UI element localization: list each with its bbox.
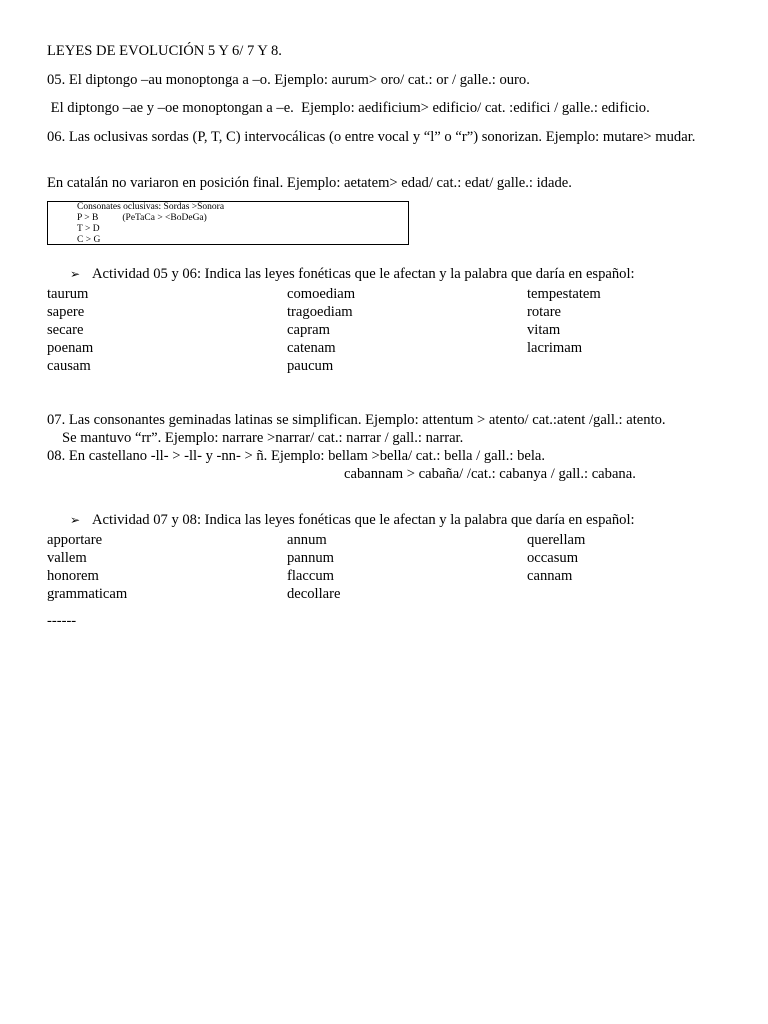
word-row: [47, 357, 727, 375]
law-08-ll-nn: 08. En castellano -ll- > -ll- y -nn- > ñ. Ejemplo: bellam >bella/ cat.: bella / gall.: bela.: [47, 448, 546, 464]
box-row-pb: [77, 213, 408, 224]
word-cell: annum: [287, 532, 327, 548]
separator: ------: [47, 613, 77, 629]
word-cell: paucum: [287, 358, 334, 374]
document-title: LEYES DE EVOLUCIÓN 5 Y 6/ 7 Y 8.: [47, 43, 282, 59]
word-cell: pannum: [287, 550, 335, 566]
law-07-geminadas: 07. Las consonantes geminadas latinas se simplifican. Ejemplo: attentum > atento/ cat.:atent /gall.: atento.: [47, 412, 666, 428]
arrow-bullet-icon: ➢: [70, 513, 81, 527]
activity-05-06-text: Actividad 05 y 06: Indica las leyes fonéticas que le afectan y la palabra que daría en español:: [92, 266, 635, 282]
word-cell: comoediam: [287, 286, 356, 302]
word-cell: [527, 357, 727, 375]
word-cell: capram: [287, 322, 330, 338]
activity-07-08-instruction: [70, 512, 635, 529]
word-cell: vallem: [47, 550, 87, 566]
word-row: [47, 531, 727, 549]
law-06-oclusivas: 06. Las oclusivas sordas (P, T, C) intervocálicas (o entre vocal y “l” o “r”) sonorizan. Ejemplo: mutare> mudar.: [47, 129, 696, 145]
word-row: [47, 585, 727, 603]
word-cell: occasum: [527, 550, 579, 566]
word-cell: apportare: [47, 532, 103, 548]
word-cell: taurum: [47, 286, 89, 302]
word-row: [47, 339, 727, 357]
word-cell: vitam: [527, 322, 561, 338]
word-cell: secare: [47, 322, 84, 338]
law-05-au: 05. El diptongo –au monoptonga a –o. Ejemplo: aurum> oro/ cat.: or / galle.: ouro.: [47, 72, 530, 88]
word-cell: flaccum: [287, 568, 334, 584]
oclusivas-box: [47, 201, 409, 245]
activity-07-08-text: Actividad 07 y 08: Indica las leyes fonéticas que le afectan y la palabra que daría en español:: [92, 512, 635, 528]
law-08-example: cabannam > cabaña/ /cat.: cabanya / gall.: cabana.: [344, 466, 636, 482]
word-cell: cannam: [527, 568, 573, 584]
activity-05-06-word-grid: [47, 285, 727, 375]
word-cell: rotare: [527, 304, 562, 320]
box-heading: Consonates oclusivas: Sordas >Sonora: [77, 202, 225, 212]
word-row: [47, 321, 727, 339]
box-row-pb-left: P > B: [77, 213, 99, 223]
word-cell: lacrimam: [527, 340, 583, 356]
word-cell: grammaticam: [47, 586, 128, 602]
law-07-rr: Se mantuvo “rr”. Ejemplo: narrare >narrar/ cat.: narrar / gall.: narrar.: [62, 430, 464, 446]
word-cell: poenam: [47, 340, 94, 356]
word-row: [47, 549, 727, 567]
box-row-cg: C > G: [77, 235, 101, 245]
word-cell: causam: [47, 358, 91, 374]
word-row: [47, 303, 727, 321]
arrow-bullet-icon: ➢: [70, 267, 81, 281]
word-row: [47, 567, 727, 585]
word-cell: sapere: [47, 304, 85, 320]
word-cell: decollare: [287, 586, 341, 602]
activity-07-08-word-grid: [47, 531, 727, 603]
word-cell: honorem: [47, 568, 99, 584]
word-cell: querellam: [527, 532, 586, 548]
word-cell: tempestatem: [527, 286, 601, 302]
law-05-ae-oe: El diptongo –ae y –oe monoptongan a –e. Ejemplo: aedificium> edificio/ cat. :edifici / galle.: edificio.: [47, 100, 650, 116]
box-row-td: T > D: [77, 224, 100, 234]
word-cell: tragoediam: [287, 304, 353, 320]
law-06-catalan: En catalán no variaron en posición final. Ejemplo: aetatem> edad/ cat.: edat/ galle.: idade.: [47, 175, 572, 191]
word-cell: catenam: [287, 340, 336, 356]
box-row-pb-right: (PeTaCa > <BoDeGa): [122, 213, 207, 223]
activity-05-06-instruction: [70, 266, 635, 283]
word-cell: [527, 585, 727, 603]
word-row: [47, 285, 727, 303]
